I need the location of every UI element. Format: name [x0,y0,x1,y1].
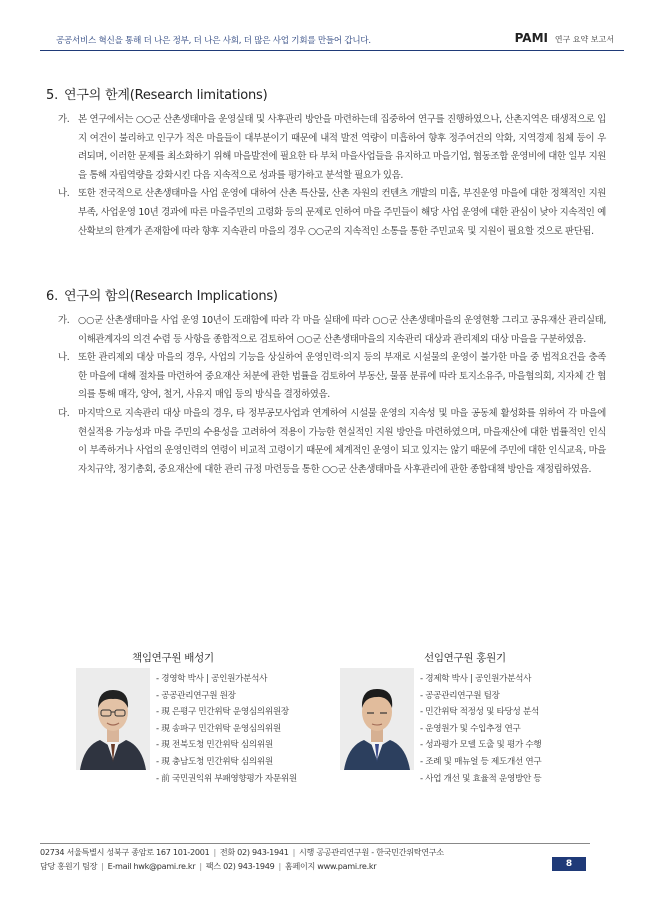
footer-phone: 전화 02) 943-1941 [219,847,289,857]
item-text: 본 연구에서는 ○○군 산촌생태마을 운영실태 및 사후관리 방안을 마련하는데 집중하여 연구를 진행하였으나, 산촌지역은 태생적으로 입지 여건이 불리하고 인구가 적은 마을들이 대부분이기 때문에 내적 발전 역량이 미흡하여 향후 정주여건의 악화, 지역경제 침체 등이 우려되며, 이러한 문제를 최소화하기 위해 마을발전에 필요한 타 부처 마을사업들을 유지하고 마을기업, 협동조합 운영비에 대한 일부 지원을 통해 자립역량을 강화시킨 다음 지속적으로 성과를 평가하고 분석할 필요가 있음. [78,114,606,181]
section-title: 6. 연구의 함의(Research Implications) [46,289,278,304]
researcher-credentials [156,671,297,787]
credential-item: - 사업 개선 및 효율적 운영방안 등 [420,771,541,788]
list-item [58,405,606,479]
researcher-credentials [420,671,541,787]
credential-item: - 경영학 박사 | 공인원가분석사 [156,671,297,688]
credential-item: - 現 은평구 민간위탁 운영심의위원장 [156,704,297,721]
item-text: 마지막으로 지속관리 대상 마을의 경우, 타 정부공모사업과 연계하여 시설물 운영의 지속성 및 마을 공동체 활성화를 위하여 각 마을에 현실적용 가능성과 마을 주민의 수용성을 고려하여 적용이 가능한 현실적인 지원 방안을 마련하였으며, 마을재산에 대한 법률적인 인식이 부족하거나 사업의 운영인력의 연령이 비교적 고령이기 때문에 체계적인 운영이 되고 있지는 않기 때문에 주민에 대한 인식교육, 마을 자치규약, 정기총회, 중요재산에 대한 관리 규정 마련등을 통한 ○○군 산촌생태마을 사후관리에 관한 종합대책 방안을 재정립하였음. [78,407,606,475]
brand-logo: PAMI [514,31,548,45]
list-item [58,111,606,185]
footer-divider [40,843,590,844]
item-marker: 가. [58,114,70,125]
credential-item: - 공공관리연구원 팀장 [420,688,541,705]
footer-address: 02734 서울특별시 성북구 종암로 167 101-2001 [40,847,210,857]
footer-website: 홈페이지 www.pami.re.kr [284,860,377,871]
researcher-photo [340,668,414,770]
section-items [46,312,606,479]
item-marker: 나. [58,352,70,364]
footer-line-1: 02734 서울특별시 성북구 종암로 167 101-2001 | 전화 02) 943-1941 | 시행 공공관리연구원 - 한국민간위탁연구소 [40,847,444,857]
credential-item: - 조례 및 매뉴얼 등 제도개선 연구 [420,754,541,771]
credential-item: - 민간위탁 적정성 및 타당성 분석 [420,704,541,721]
item-marker: 다. [58,407,70,419]
credential-item: - 現 충남도청 민간위탁 심의위원 [156,754,297,771]
credential-item: - 前 국민권익위 부패영향평가 자문위원 [156,771,297,788]
researcher-photo [76,668,150,770]
list-item [58,312,606,349]
credential-item: - 운영원가 및 수입추정 연구 [420,721,541,738]
item-text: 또한 관리제외 대상 마을의 경우, 사업의 기능을 상실하여 운영인력·의지 등의 부재로 시설물의 운영이 불가한 마을 중 법적요건을 충족한 마을에 대해 절차를 마련하여 중요재산 처분에 관한 법률을 검토하여 부동산, 물품 분류에 따라 토지소유주, 마을협의회, 지자체 간 협의를 통해 매각, 양여, 철거, 사유지 매입 등의 방식을 결정하였음. [78,352,606,401]
credential-item: - 現 송파구 민간위탁 운영심의위원 [156,721,297,738]
footer-contact: 담당 홍원기 팀장 [40,860,98,871]
list-item [58,185,606,241]
header-divider [40,50,624,51]
section-implications [46,285,606,479]
researcher-name: 선임연구원 홍원기 [424,652,506,664]
credential-item: - 경제학 박사 | 공인원가분석사 [420,671,541,688]
section-title: 5. 연구의 한계(Research limitations) [46,88,268,103]
header-slogan: 공공서비스 혁신을 통해 더 나은 정부, 더 나은 사회, 더 많은 사업 기회를 만들어 갑니다. [56,36,371,46]
page-footer [40,846,444,873]
credential-item: - 現 전북도청 민간위탁 심의위원 [156,737,297,754]
credential-item: - 공공관리연구원 원장 [156,688,297,705]
footer-fax: 팩스 02) 943-1949 [205,860,275,871]
report-title: 연구 요약 보고서 [554,35,614,44]
item-text: ○○군 산촌생태마을 사업 운영 10년이 도래함에 따라 각 마을 실태에 따라 ○○군 산촌생태마을의 운영현황 그리고 공유재산 관리실태, 이해관계자의 의견 수렴 등 사항을 종합적으로 검토하여 ○○군 산촌생태마을의 지속관리 대상과 관리제외 대상 마을을 구분하였음. [78,315,606,345]
section-items [46,111,606,241]
page-header [28,30,618,50]
researcher-name: 책임연구원 배성기 [132,652,214,664]
credential-item: - 성과평가 모델 도출 및 평가 수행 [420,737,541,754]
footer-line-2: 담당 홍원기 팀장 | E-mail hwk@pami.re.kr | 팩스 02) 943-1949 | 홈페이지 www.pami.re.kr [40,860,377,871]
item-marker: 나. [58,188,70,200]
item-marker: 가. [58,315,70,326]
page-number: 8 [552,857,586,871]
footer-publisher: 시행 공공관리연구원 - 한국민간위탁연구소 [299,847,444,857]
section-limitations [46,84,606,241]
item-text: 또한 전국적으로 산촌생태마을 사업 운영에 대하여 산촌 특산물, 산촌 자원의 컨텐츠 개발의 미흡, 부진운영 마을에 대한 정책적인 지원 부족, 사업운영 10년 경과에 따른 마을주민의 고령화 등의 문제로 인하여 마을 주민들이 해당 사업 운영에 대한 관심이 낮아 지속적인 예산확보의 한계가 존재함에 따라 향후 지속관리 마을의 경우 ○○군의 지속적인 소통을 통한 주민교육 및 지원이 필요할 것으로 판단됨. [78,188,606,237]
list-item [58,349,606,405]
footer-email: E-mail hwk@pami.re.kr [107,860,196,871]
